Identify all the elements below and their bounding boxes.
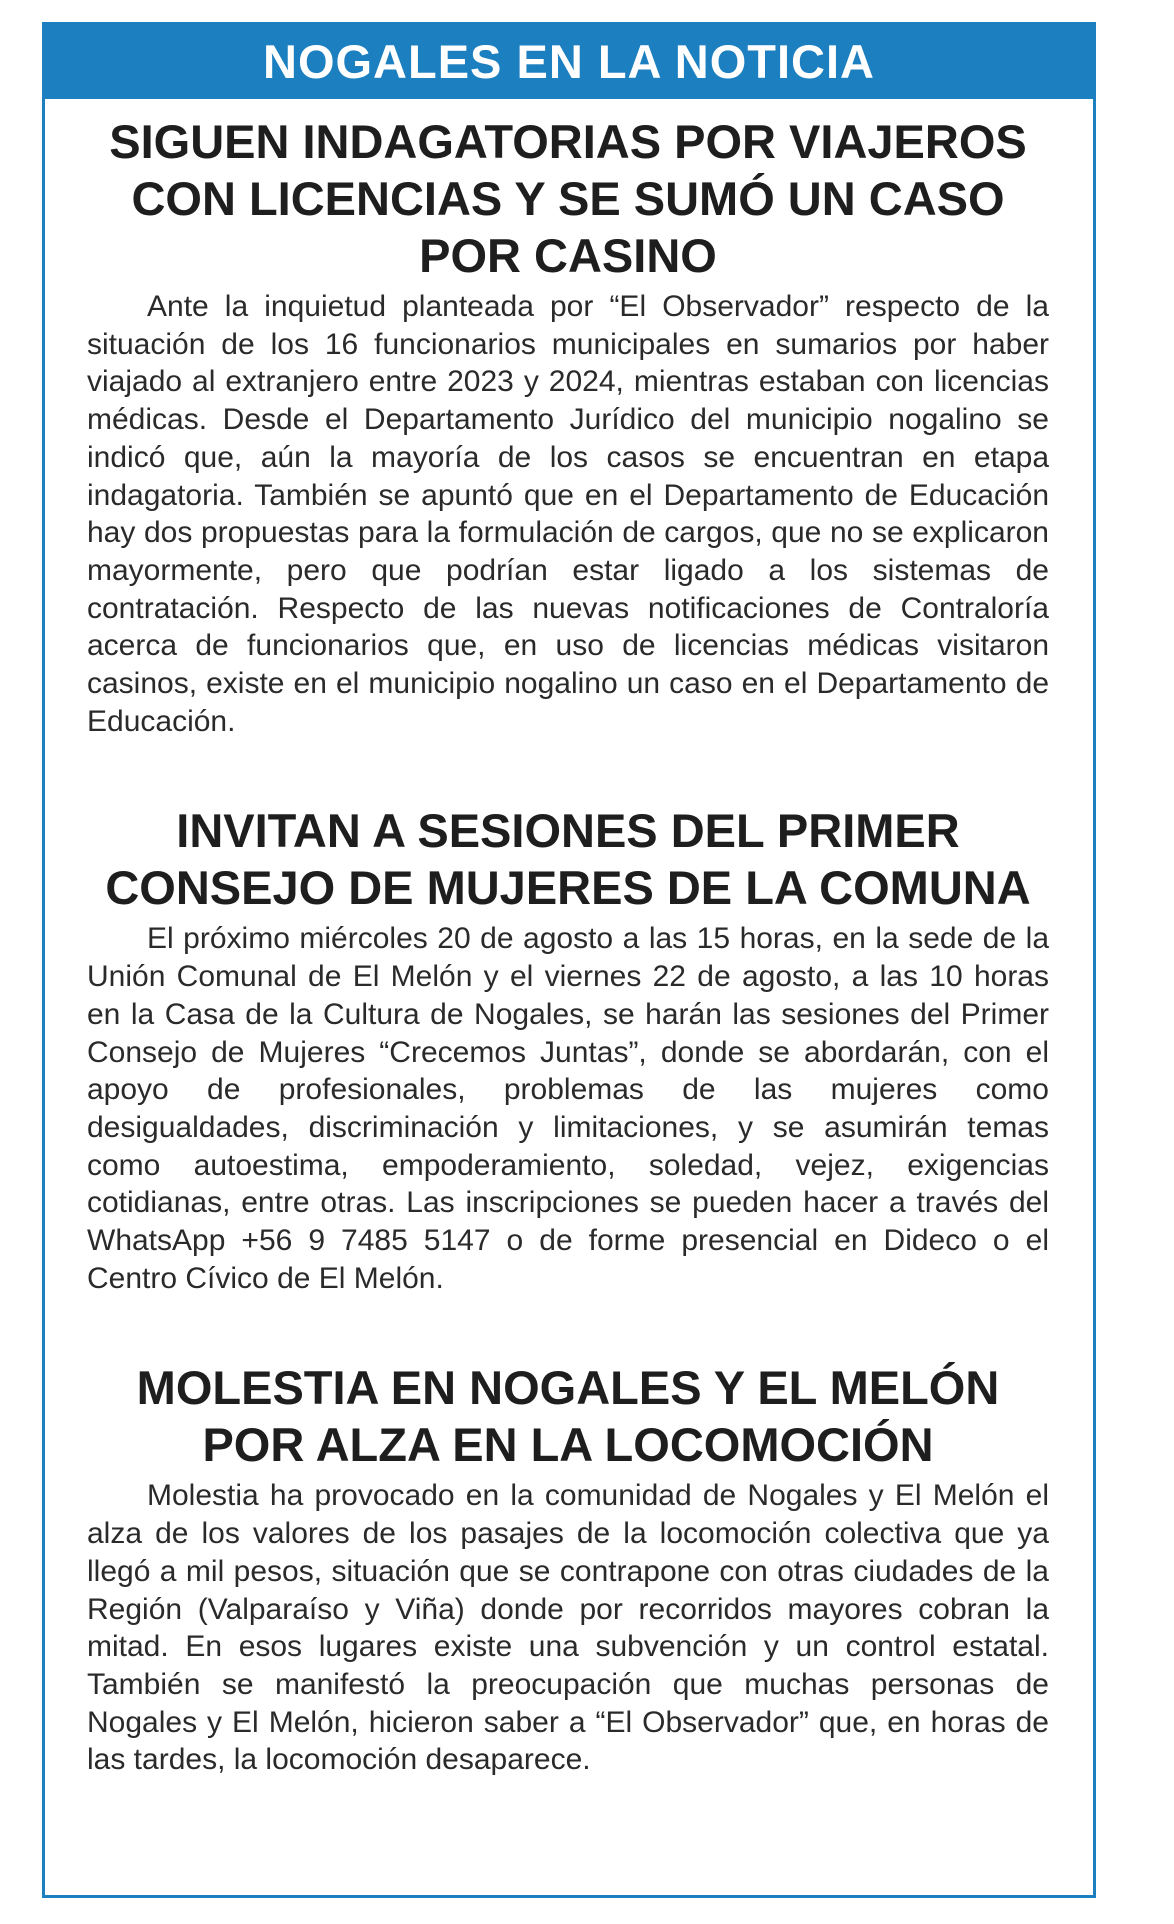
article-headline: MOLESTIA EN NOGALES Y EL MELÓN POR ALZA EN LA LOCOMOCIÓN: [136, 1361, 1000, 1472]
article-headline: INVITAN A SESIONES DEL PRIMER CONSEJO DE MUJERES DE LA COMUNA: [105, 804, 1031, 915]
article-body: El próximo miércoles 20 de agosto a las 15 horas, en la sede de la Unión Comunal de El Melón y el viernes 22 de agosto, a las 10 horas en la Casa de la Cultura de Nogales, se harán las sesiones del Primer Consejo de Mujeres “Crecemos Juntas”, donde se abordarán, con el apoyo de profesionales, problemas de las mujeres como desigualdades, discriminación y limitaciones, y se asumirán temas como autoestima, empoderamiento, soledad, vejez, exigencias cotidianas, entre otras. Las inscripciones se pueden hacer a través del WhatsApp +56 9 7485 5147 o de forme presencial en Dideco o el Centro Cívico de El Melón.: [87, 922, 1049, 1295]
article-locomocion: [45, 1359, 1093, 1779]
article-consejo-mujeres: [45, 802, 1093, 1297]
section-title: NOGALES EN LA NOTICIA: [45, 25, 1093, 99]
article-body: Molestia ha provocado en la comunidad de Nogales y El Melón el alza de los valores de los pasajes de la locomoción colectiva que ya llegó a mil pesos, situación que se contrapone con otras ciudades de la Región (Valparaíso y Viña) donde por recorridos mayores cobran la mitad. En esos lugares existe una subvención y un control estatal. También se manifestó la preocupación que muchas personas de Nogales y El Melón, hicieron saber a “El Observador” que, en horas de las tardes, la locomoción desaparece.: [87, 1479, 1049, 1777]
article-headline: SIGUEN INDAGATORIAS POR VIAJEROS CON LICENCIAS Y SE SUMÓ UN CASO POR CASINO: [109, 115, 1027, 282]
article-licencias: [45, 113, 1093, 740]
news-section-frame: [42, 22, 1096, 1898]
article-body: Ante la inquietud planteada por “El Observador” respecto de la situación de los 16 funcionarios municipales en sumarios por haber viajado al extranjero entre 2023 y 2024, mientras estaban con licencias médicas. Desde el Departamento Jurídico del municipio nogalino se indicó que, aún la mayoría de los casos se encuentran en etapa indagatoria. También se apuntó que en el Departamento de Educación hay dos propuestas para la formulación de cargos, que no se explicaron mayormente, pero que podrían estar ligado a los sistemas de contratación. Respecto de las nuevas notificaciones de Contraloría acerca de funcionarios que, en uso de licencias médicas visitaron casinos, existe en el municipio nogalino un caso en el Departamento de Educación.: [87, 290, 1049, 738]
